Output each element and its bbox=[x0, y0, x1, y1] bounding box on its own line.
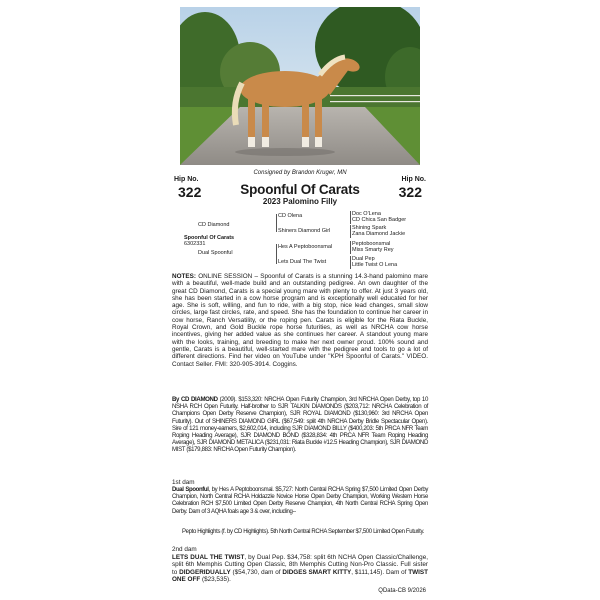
pedigree-reg-no: 6302331 bbox=[184, 241, 206, 247]
first-dam-paragraph bbox=[172, 487, 428, 516]
consignor-line: Consigned by Brandon Kruger, MN bbox=[253, 170, 347, 176]
horse-name: Spoonful Of Carats bbox=[240, 182, 360, 197]
bracket-sire bbox=[276, 214, 277, 232]
second-dam-text1: , by Dual Pep. $34,758: split 6th NCHA Open Classic/Challenge, split 6th Memphis Cutting Open Classic, 8th Memphis Cutting Non-Pro Classic. Full sister to bbox=[172, 554, 428, 576]
bracket-ss bbox=[350, 211, 351, 224]
second-dam-text2: ($54,730, dam of bbox=[230, 568, 283, 576]
pedigree-sire-sire: CD Olena bbox=[278, 213, 303, 219]
hip-number-left: 322 bbox=[178, 184, 202, 200]
bracket-dam bbox=[276, 244, 277, 264]
bracket-sd bbox=[350, 225, 351, 238]
bracket-ds bbox=[350, 241, 351, 254]
pedigree-dam-dam: Lets Dual The Twist bbox=[278, 259, 327, 265]
second-dam-lead: LETS DUAL THE TWIST bbox=[172, 554, 245, 561]
sire-text: (2009). $153,320: NRCHA Open Futurity Champion, 3rd NRCHA Open Derby, top 10 NSHA RCH Open Futurity. Half-brother to SJR TALKIN DIAMONDS ($203,712: NRCHA Celebration of Champions Open Derby Reserve Champion), SJR ROYAL DIAMOND ($130,960: 3rd NRCHA Open Futurity). Out of SHINERS DIAMOND GIRL ($67,549: split 4th NRCHA Derby Bridle Spectacular Open). Sire of 121 money-earners, $2,602,014, including SJR DIAMOND BILLY ($400,203: 5th PRCA NFR Team Roping Heading Average), SJR DIAMOND BOND ($328,834: 4th PRCA NFR Team Roping Heading Average), SJR DIAMOND METALICA ($231,031: Riata Buckle #12.5 Heading Champion), SJR DIAMOND MIST ($179,883: NRCHA Open Futurity Champion). bbox=[172, 396, 428, 454]
notes-text: ONLINE SESSION – Spoonful of Carats is a stunning 14.3-hand palomino mare with a beautiful, well-made build and an outstanding pedigree. An own daughter of the great CD Diamond, Carats is a special young mare with plenty to offer. At just 3 years old, she has been started in a cow horse program and is exceptionally well educated for her age. She is soft, willing, and fun to ride, with a big stop, nice lead changes, small slow circles, large fast circles, rate, and speed. She has the foundation to continue her career in cow horse, Ranch Versatility, or the roping pen. Carats is eligible for the Riata Buckle, Royal Crown, and Gold Buckle rope horse futurities, as well as NRCHA cow horse incentives, giving her added value as she continues her career. A standout young mare with the looks, training, and breeding to make her next owner proud. 100% sound and gentle, Carats is a beautiful, well-started mare with the pedigree and tools to go a lot of different directions. Find her video on YouTube under "KPH Spoonful of Carats." VIDEO. Contact Seller. FMI: 320-905-3914. Coggins. bbox=[172, 273, 428, 368]
second-dam-bold4: TWIST ONE OFF bbox=[172, 568, 428, 583]
first-dam-heading: 1st dam bbox=[172, 479, 195, 486]
second-dam-paragraph bbox=[172, 554, 428, 583]
horse-photo bbox=[180, 7, 420, 165]
sire-lead: By CD DIAMOND bbox=[172, 396, 218, 403]
pedigree-sire: CD Diamond bbox=[198, 222, 230, 228]
hip-number-right: 322 bbox=[398, 184, 422, 200]
hip-label-left: Hip No. bbox=[174, 176, 199, 183]
footer-code: QData-CB 9/2026 bbox=[378, 588, 426, 594]
pedigree-dam-sire: Hes A Peptoboonsmal bbox=[278, 244, 333, 250]
horse-description: 2023 Palomino Filly bbox=[262, 197, 338, 206]
second-dam-bold2: DIDGERIDUALLY bbox=[179, 568, 231, 576]
second-dam-heading: 2nd dam bbox=[172, 546, 197, 553]
pedigree-ssd: CD Chica San Badger bbox=[352, 217, 407, 223]
bracket-dd bbox=[350, 256, 351, 269]
pedigree-dds: Dual Pep bbox=[352, 256, 375, 262]
second-dam-text3: , $111,145). Dam of bbox=[351, 568, 409, 576]
first-dam-produce: Pepto Highlights (f. by CD Highlights). 5th North Central RCHA September $7,500 Limited Open Futurity. bbox=[182, 529, 424, 535]
pedigree-sdd: Zana Diamond Jackie bbox=[352, 231, 406, 237]
pedigree-sire-dam: Shiners Diamond Girl bbox=[278, 228, 331, 234]
pedigree-sds: Shining Spark bbox=[352, 225, 387, 231]
sire-paragraph bbox=[172, 396, 428, 454]
catalog-page bbox=[168, 0, 432, 600]
second-dam-bold3: DIDGES SMART KITTY bbox=[282, 568, 352, 576]
first-dam-lead: Dual Spoonful bbox=[172, 487, 209, 493]
pedigree-ddd: Little Twist O Lena bbox=[352, 262, 398, 268]
pedigree-horse-name: Spoonful Of Carats bbox=[184, 235, 235, 241]
pedigree-dam: Dual Spoonful bbox=[198, 250, 233, 256]
first-dam-text: , by Hes A Peptoboonsmal. $5,727: North Central RCHA Spring $7,500 Limited Open Derby Champion, North Central RCHA Holdazzle Novice Horse Open Derby Champion, Working Western Horse Celebration RCH $7,500 Limited Open Derby Reserve Champion, 4th North Central RCHA Spring Open Derby. Dam of 3 AQHA foals age 3 & over, including-- bbox=[172, 487, 428, 515]
notes-paragraph bbox=[172, 273, 428, 368]
hip-label-right: Hip No. bbox=[401, 176, 426, 183]
notes-label: NOTES: bbox=[172, 273, 196, 280]
pedigree-sss: Doc O'Lena bbox=[352, 211, 381, 217]
second-dam-text4: ($23,535). bbox=[200, 575, 231, 583]
pedigree-dsd: Miss Smarty Rey bbox=[352, 247, 394, 253]
pedigree-dss: Peptoboonsmal bbox=[352, 241, 391, 247]
